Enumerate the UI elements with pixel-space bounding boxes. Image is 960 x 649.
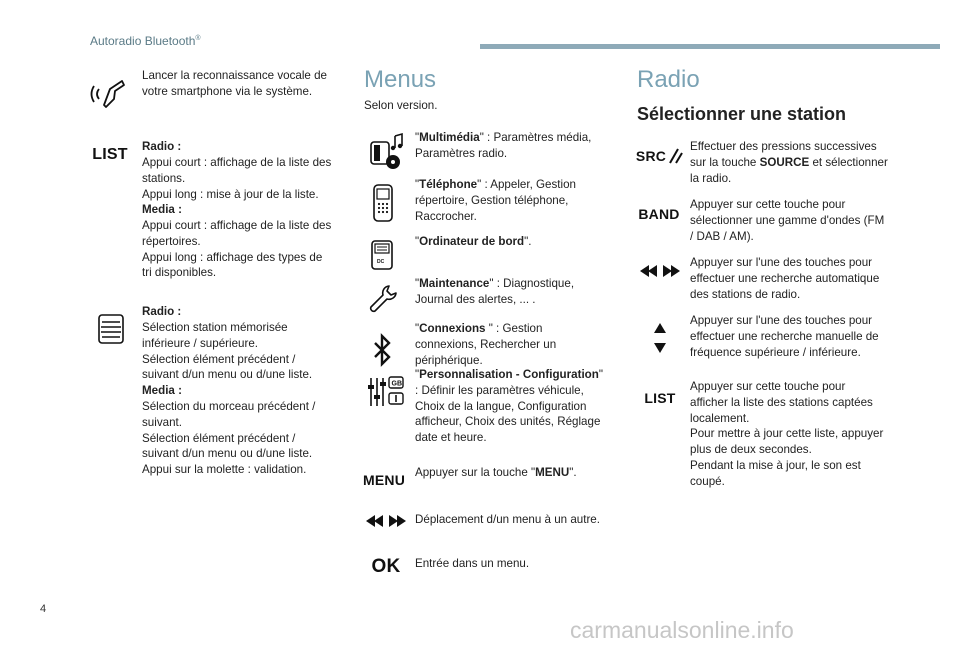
radio-subtitle: Sélectionner une station (637, 104, 847, 124)
radio-title: Radio (637, 66, 700, 93)
seek-arrows-text: Appuyer sur l'une des touches pour effectuer une recherche automatique des stations de radio. (690, 256, 880, 301)
menus-title: Menus (364, 66, 437, 93)
wheel-radio-heading: Radio : (142, 305, 182, 318)
nav-arrows-icon (364, 511, 408, 531)
source-button-label: SRC (635, 148, 667, 164)
watermark: carmanualsonline.info (570, 617, 794, 643)
nav-arrows-text: Déplacement d/un menu à un autre. (415, 513, 600, 526)
source-button-icon (636, 144, 684, 168)
list-radio-heading: Radio : (142, 140, 182, 153)
band-button-text: Appuyer sur cette touche pour sélectionner une gamme d'ondes (FM / DAB / AM). (690, 198, 885, 243)
menu-item-connections: "Connexions " : Gestion connexions, Rechercher un périphérique. (415, 322, 557, 367)
radio-list-button-icon (638, 388, 682, 408)
wheel-radio-text: Sélection station mémorisée inférieure / supérieure. Sélection élément précédent / suivant d/un menu ou d/une liste. (142, 321, 313, 382)
menu-item-telephone: "Téléphone" : Appeler, Gestion répertoire, Gestion téléphone, Raccrocher. (415, 178, 576, 223)
radio-list-text: Appuyer sur cette touche pour afficher la liste des stations captées localement. Pour mettre à jour cette liste, appuyer plus de deux secondes. Pendant la mise à jour, le son est coupé. (690, 380, 884, 488)
menus-intro: Selon version. (364, 99, 438, 112)
bluetooth-icon (370, 332, 396, 368)
trip-computer-icon (368, 238, 398, 272)
telephone-icon (368, 182, 398, 224)
list-button-icon (88, 142, 132, 168)
ok-button-icon (366, 555, 406, 579)
menu-item-trip-computer: "Ordinateur de bord". (415, 235, 532, 248)
manual-search-text: Appuyer sur l'une des touches pour effectuer une recherche manuelle de fréquence supérieure / inférieure. (690, 314, 879, 359)
wrench-icon (366, 282, 400, 316)
list-radio-text: Appui court : affichage de la liste des stations. Appui long : mise à jour de la liste. (142, 156, 332, 201)
wheel-media-heading: Media : (142, 384, 182, 397)
menu-button-icon (362, 470, 406, 490)
scroll-wheel-icon (96, 312, 126, 346)
menu-button-label: MENU (362, 472, 406, 488)
menu-item-maintenance: "Maintenance" : Diagnostique, Journal des alertes, ... . (415, 277, 575, 306)
multimedia-icon (364, 131, 406, 173)
ok-button-label: OK (371, 556, 401, 577)
svg-text:DC: DC (377, 259, 385, 265)
menu-item-settings: "Personnalisation - Configuration" : Définir les paramètres véhicule, Choix de la langue, Configuration afficheur, Choix des unités, Réglage date et heure. (415, 368, 603, 445)
menu-item-multimedia: "Multimédia" : Paramètres média, Paramètres radio. (415, 131, 592, 160)
menu-button-text: Appuyer sur la touche "MENU". (415, 466, 577, 479)
up-down-arrows-icon (648, 320, 672, 356)
band-button-icon (636, 203, 682, 225)
settings-icon (364, 374, 406, 410)
list-button-label: LIST (92, 146, 128, 163)
voice-command-icon (88, 74, 128, 110)
list-media-heading: Media : (142, 203, 182, 216)
ok-button-text: Entrée dans un menu. (415, 557, 530, 570)
header-bar (480, 44, 940, 49)
header-title: Autoradio Bluetooth® (90, 34, 201, 48)
page-number: 4 (40, 603, 47, 615)
wheel-media-text: Sélection du morceau précédent / suivant. Sélection élément précédent / suivant d/un menu ou d/une liste. Appui sur la molette : validation. (142, 400, 316, 477)
source-button-text: Effectuer des pressions successives sur la touche SOURCE et sélectionner la radio. (690, 140, 888, 185)
list-media-text: Appui court : affichage de la liste des répertoires. Appui long : affichage des types de tri disponibles. (142, 219, 332, 280)
band-button-label: BAND (638, 206, 680, 222)
svg-text:GB: GB (391, 380, 402, 388)
voice-command-text: Lancer la reconnaissance vocale de votre smartphone via le système. (142, 69, 327, 98)
seek-arrows-icon (638, 261, 682, 281)
radio-list-button-label: LIST (644, 390, 676, 406)
